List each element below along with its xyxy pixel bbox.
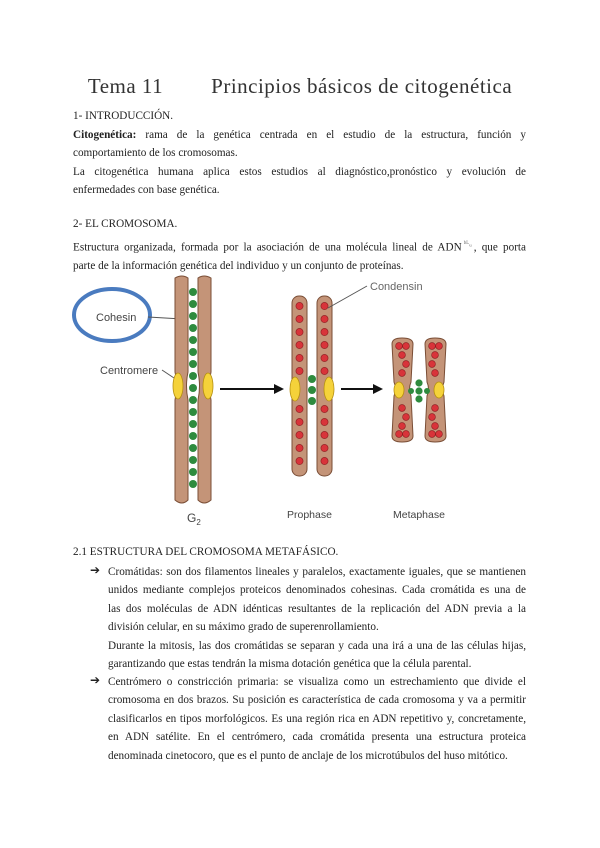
- label-g2: $G_2$: [187, 511, 201, 527]
- centromero-line-2: cromosoma en dos brazos. Su posición es característica de cada cromosoma y va a permitir: [108, 694, 526, 707]
- prophase-centromere-left: [290, 377, 300, 401]
- intro-line-3: La citogenética humana aplica estos estudios al diagnóstico,pronóstico y evolución de: [73, 165, 526, 178]
- arrow-g2-to-prophase: [220, 384, 284, 394]
- chromosome-figure: [66, 272, 486, 532]
- centromero-line-4: en ADN satélite. En el centrómero, cada cromátida presenta una estructura proteica: [108, 731, 526, 744]
- g2-centromere-right: [203, 373, 213, 399]
- bullet-centromero: [108, 673, 526, 765]
- chromosome-g2: [173, 276, 213, 527]
- label-cohesin: Cohesin: [96, 312, 137, 324]
- term-citogenetica: Citogenética:: [73, 129, 137, 141]
- intro-line-2: comportamiento de los cromosomas.: [73, 147, 238, 160]
- metaphase-centromere-right: [434, 382, 444, 398]
- bullet-arrow-1: ➔: [90, 563, 101, 577]
- centromero-line-3: clasificarlos en tipos morfológicos. Es una región rica en ADN repetitivo y, concretamente,: [108, 712, 526, 725]
- intro-line-1: Citogenética: rama de la genética centrada en el estudio de la estructura, función y: [73, 129, 526, 141]
- cromatidas-line-6: garantizando que estas tendrán la misma dotación genética que la célula parental.: [108, 658, 472, 671]
- cromatidas-line-3: las dos moléculas de ADN idénticas resultantes de la replicación del ADN previa a la: [108, 602, 526, 615]
- page-title: [0, 74, 600, 99]
- intro-line-4: enfermedades con base genética.: [73, 184, 220, 197]
- handwritten-mark: ᵇᴸᵤ: [463, 239, 472, 248]
- cromosoma-line-1: Estructura organizada, formada por la asociación de una molécula lineal de ADN $^{ᵇᴸᵤ}$ , que porta: [73, 239, 526, 254]
- condensin-pointer: [328, 286, 367, 308]
- label-metaphase: Metaphase: [393, 509, 445, 521]
- g2-centromere-left: [173, 373, 183, 399]
- cromatidas-line-4: división celular, en su máximo grado de superenrollamiento.: [108, 621, 379, 634]
- section-heading-estructura: 2.1 ESTRUCTURA DEL CROMOSOMA METAFÁSICO.: [73, 546, 339, 558]
- cromatidas-line-2: unidos mediante complejos proteicos denominados cohesinas. Cada cromátida es una de: [108, 584, 526, 597]
- section-heading-cromosoma: 2- EL CROMOSOMA.: [73, 218, 178, 230]
- prophase-cohesin-dots: [308, 375, 316, 405]
- cromatidas-line-1: Cromátidas: son dos filamentos lineales y paralelos, exactamente iguales, que se mantienen: [108, 566, 526, 578]
- bullet-cromatidas: [108, 563, 526, 673]
- prophase-centromere-right: [324, 377, 334, 401]
- title-text: Principios básicos de citogenética: [211, 74, 513, 98]
- paragraph-introduccion: [73, 126, 526, 200]
- label-centromere: Centromere: [100, 365, 159, 377]
- cromosoma-line-2: parte de la información genética del individuo y un conjunto de proteínas.: [73, 260, 404, 273]
- paragraph-cromosoma: [73, 235, 526, 276]
- centromero-line-1: Centrómero o constricción primaria: se visualiza como un estrechamiento que divide el: [108, 676, 526, 688]
- section-heading-introduccion: 1- INTRODUCCIÓN.: [73, 110, 174, 122]
- bullet-arrow-2: ➔: [90, 673, 101, 687]
- title-number: Tema 11: [87, 74, 164, 98]
- centromero-line-5: denominada cinetocoro, que es el punto de anclaje de los microtúbulos del huso mitótico.: [108, 749, 508, 762]
- g2-cohesin-dots: [189, 288, 197, 488]
- label-prophase: Prophase: [287, 509, 332, 521]
- metaphase-centromere-left: [394, 382, 404, 398]
- label-condensin: Condensin: [370, 281, 423, 293]
- arrow-prophase-to-metaphase: [341, 384, 383, 394]
- cromatidas-line-5: Durante la mitosis, las dos cromátidas se separan y cada una irá a una de las células hijas,: [108, 639, 526, 652]
- chromosome-prophase: [287, 296, 334, 521]
- chromosome-metaphase: [392, 338, 446, 521]
